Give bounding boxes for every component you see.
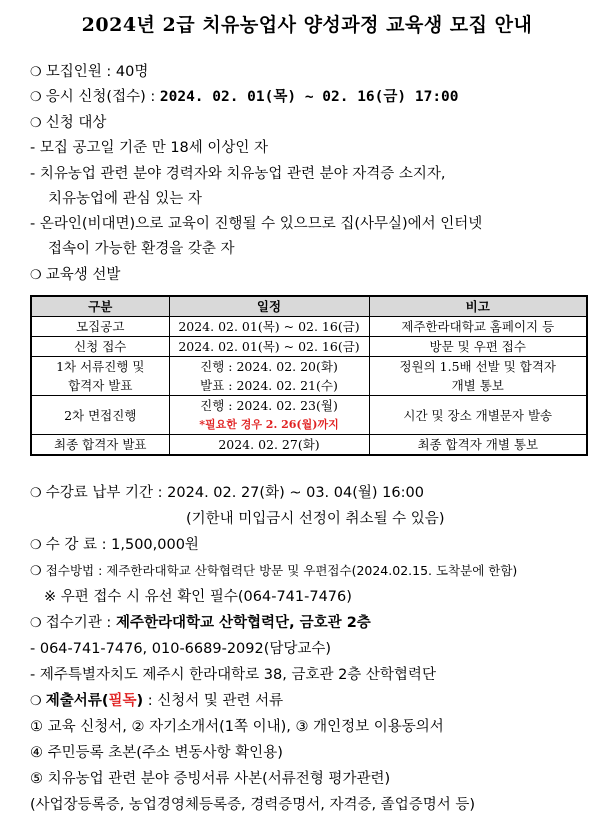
cell-note: *필요한 경우 2. 26(월)까지: [199, 418, 339, 431]
apply-date: 2024. 02. 01(목) ~ 02. 16(금) 17:00: [159, 89, 459, 105]
header-remarks: 비고: [369, 296, 587, 317]
table-row: [31, 337, 587, 357]
table-cell: [169, 396, 369, 435]
table-row: [31, 435, 587, 456]
apply-method-note: ※ 우편 접수 시 유선 확인 필수(064-741-7476): [44, 589, 352, 605]
header-schedule: 일정: [169, 296, 369, 317]
org-value: 제주한라대학교 산학협력단, 금호관 2층: [115, 615, 371, 631]
table-cell: 2024. 02. 27(화): [169, 435, 369, 456]
apply-label: 응시 신청(접수) :: [45, 89, 160, 105]
cell-line: 발표 : 2024. 02. 21(수): [200, 378, 338, 393]
docs-close: ): [136, 693, 144, 709]
target-item-2a: - 치유농업 관련 분야 경력자와 치유농업 관련 분야 자격증 소지자,: [30, 166, 446, 182]
cell-line: 합격자 발표: [68, 378, 133, 393]
target-item-3a: - 온라인(비대면)으로 교육이 진행될 수 있으므로 집(사무실)에서 인터넷: [30, 216, 483, 232]
table-cell: 모집공고: [31, 317, 169, 337]
table-cell: 방문 및 우편 접수: [369, 337, 587, 357]
table-cell: [169, 357, 369, 396]
docs-item-4: ④ 주민등록 초본(주소 변동사항 확인용): [30, 745, 283, 761]
table-cell: 2024. 02. 01(목) ~ 02. 16(금): [169, 317, 369, 337]
docs-rest: : 신청서 및 관련 서류: [143, 693, 284, 709]
docs-heading: [30, 691, 283, 712]
table-cell: 최종 합격자 발표: [31, 435, 169, 456]
fee-period: ❍ 수강료 납부 기간 : 2024. 02. 27(화) ~ 03. 04(월) 16:00: [30, 483, 424, 504]
fee: ❍ 수 강 료 : 1,500,000원: [30, 535, 199, 556]
table-cell: 2차 면접진행: [31, 396, 169, 435]
selection-heading: ❍ 교육생 선발: [30, 265, 120, 286]
cell-line: 정원의 1.5배 선발 및 합격자: [399, 359, 557, 374]
target-item-2b: 치유농업에 관심 있는 자: [48, 191, 202, 207]
target-item-1: - 모집 공고일 기준 만 18세 이상인 자: [30, 140, 269, 156]
cell-line: 개별 통보: [451, 378, 504, 393]
apply-org: [30, 613, 371, 634]
docs-item-5-note: (사업장등록증, 농업경영체등록증, 경력증명서, 자격증, 졸업증명서 등): [30, 797, 475, 813]
selection-schedule-table: [30, 295, 588, 456]
table-cell: 제주한라대학교 홈페이지 등: [369, 317, 587, 337]
contact: - 064-741-7476, 010-6689-2092(담당교수): [30, 641, 332, 657]
org-label: 접수기관 :: [45, 615, 116, 631]
table-cell: 최종 합격자 개별 통보: [369, 435, 587, 456]
table-row: [31, 357, 587, 396]
recruit-count: ❍ 모집인원 : 40명: [30, 62, 148, 83]
docs-label: 제출서류(: [45, 693, 109, 709]
cell-line: 1차 서류진행 및: [56, 359, 145, 374]
target-heading: ❍ 신청 대상: [30, 113, 106, 134]
table-cell: [31, 357, 169, 396]
fee-period-note: (기한내 미입금시 선정이 취소될 수 있음): [186, 511, 445, 527]
table-row: [31, 396, 587, 435]
table-row: [31, 317, 587, 337]
docs-required: 필독: [108, 693, 137, 709]
apply-period: [30, 87, 459, 108]
table-cell: 2024. 02. 01(목) ~ 02. 16(금): [169, 337, 369, 357]
table-cell: 신청 접수: [31, 337, 169, 357]
page-title: 2024년 2급 치유농업사 양성과정 교육생 모집 안내: [81, 14, 533, 36]
table-cell: 시간 및 장소 개별문자 발송: [369, 396, 587, 435]
header-category: 구분: [31, 296, 169, 317]
address: - 제주특별자치도 제주시 한라대학로 38, 금호관 2층 산학협력단: [30, 667, 436, 683]
apply-method: ❍ 접수방법 : 제주한라대학교 산학협력단 방문 및 우편접수(2024.02.15. 도착분에 한함): [30, 561, 517, 582]
docs-item-5: ⑤ 치유농업 관련 분야 증빙서류 사본(서류전형 평가관련): [30, 771, 391, 787]
cell-line: 진행 : 2024. 02. 20(화): [200, 359, 338, 374]
table-header-row: [31, 296, 587, 317]
target-item-3b: 접속이 가능한 환경을 갖춘 자: [48, 241, 235, 257]
cell-line: 진행 : 2024. 02. 23(월): [200, 398, 338, 413]
table-cell: [369, 357, 587, 396]
docs-item-1: ① 교육 신청서, ② 자기소개서(1쪽 이내), ③ 개인정보 이용동의서: [30, 719, 444, 735]
